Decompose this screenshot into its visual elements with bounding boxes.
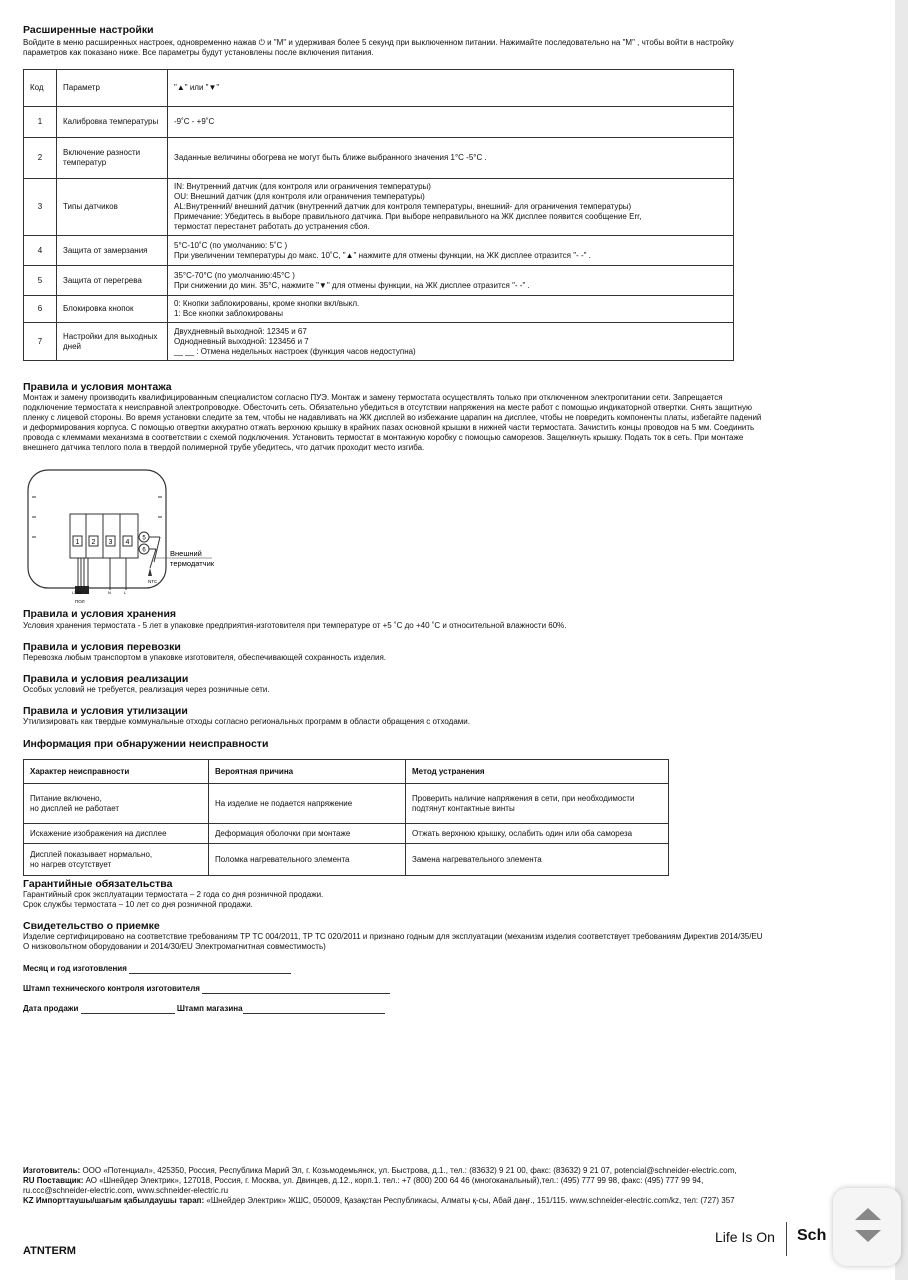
parameter-value: 5°C-10˚C (по умолчанию: 5˚C ) При увеличении температуры до макс. 10˚C, "▲" нажмите для отмены функции, на ЖК дисплее отразится "- -" . [168, 236, 734, 266]
acceptance-title: Свидетельство о приемке [23, 920, 160, 932]
parameter-name: Защита от замерзания [57, 236, 168, 266]
advanced-settings-text-2: параметров как показано ниже. Все параметры будут установлены после включения питания. [23, 48, 374, 57]
parameter-code: 7 [24, 323, 57, 361]
faults-title: Информация при обнаружении неисправности [23, 738, 269, 750]
acceptance-line-1: Изделие сертифицировано на соответствие требованиям ТР ТС 004/2011, ТР ТС 020/2011 и признано годным для эксплуатации (механизм изделия соответствует требованиям Директив 2014/35/EU [23, 932, 763, 941]
header-code: Код [24, 70, 57, 107]
thermostat-outline [28, 470, 166, 588]
bottom-label-l1n1: L1 N1 [72, 591, 82, 595]
fault-fix: Проверить наличие напряжения в сети, при необходимости подтянут контактные винты [406, 784, 669, 824]
sensor-label-line1: Внешний [170, 549, 202, 558]
field-manufactured: Месяц и год изготовления [23, 964, 291, 974]
fault-row [24, 824, 669, 844]
fault-row [24, 784, 669, 824]
parameter-row [24, 138, 734, 179]
sensor-label-line2: термодатчик [170, 559, 215, 568]
fault-nature: Искажение изображения на дисплее [24, 824, 209, 844]
mounting-line: Монтаж и замену производить квалифицированным специалистом согласно ПУЭ. Монтаж и замену термостата осуществлять только при отключенном электропитании сети. Запрещается [23, 393, 723, 402]
field-sale-date-line [81, 1004, 175, 1014]
bottom-label-l: L [124, 590, 127, 595]
schneider-logo: Sch [797, 1227, 827, 1244]
parameter-name: Защита от перегрева [57, 266, 168, 296]
parameter-name: Настройки для выходных дней [57, 323, 168, 361]
transport-text: Перевозка любым транспортом в упаковке изготовителя, обеспечивающей сохранность изделия. [23, 653, 387, 662]
parameter-code: 6 [24, 296, 57, 323]
parameter-value: 0: Кнопки заблокированы, кроме кнопки вкл/выкл. 1: Все кнопки заблокированы [168, 296, 734, 323]
parameter-code: 1 [24, 107, 57, 138]
transport-title: Правила и условия перевозки [23, 641, 181, 653]
parameter-name: Типы датчиков [57, 179, 168, 236]
storage-title: Правила и условия хранения [23, 608, 177, 620]
fault-row [24, 844, 669, 876]
footer-ru-contacts: ru.ccc@schneider-electric.com, www.schneider-electric.ru [23, 1186, 229, 1195]
fault-cause: На изделие не подается напряжение [209, 784, 406, 824]
faults-header-row [24, 760, 669, 784]
parameter-code: 3 [24, 179, 57, 236]
parameter-value: IN: Внутренний датчик (для контроля или ограничения температуры) OU: Внешний датчик (для контроля или ограничения температуры) AL:Внутренний/ внешний датчик (внутренний датчик для контроля температуры, внешний- для ограничения температуры) Примечание: Убедитесь в выборе правильного датчика. При выборе неправильного на ЖК дисплее появится сообщение Err, термостат перестанет работать до устранения сбоя. [168, 179, 734, 236]
mounting-line: подключение термостата к неисправной электропроводке. Обесточить сеть. Обязательно убедиться в отсутствии напряжения на месте работ с помощью индикаторной отвертки. Снять защитную [23, 403, 752, 412]
parameter-row [24, 179, 734, 236]
mounting-line: и деформирования корпуса. С помощью отвертки аккуратно отжать верхнюю крышку в крайних пазах основной крышки в нижней части термостата. Зачистить концы проводов на 5 мм. Соединить [23, 423, 755, 432]
parameter-name: Включение разности температур [57, 138, 168, 179]
advanced-settings-title: Расширенные настройки [23, 24, 154, 36]
disposal-title: Правила и условия утилизации [23, 705, 188, 717]
slogan: Life Is On [715, 1229, 775, 1245]
wiring-diagram [22, 462, 242, 612]
header-arrows: "▲" или "▼" [168, 70, 734, 107]
parameter-value: Заданные величины обогрева не могут быть ближе выбранного значения 1°C -5°C . [168, 138, 734, 179]
fault-cause: Деформация оболочки при монтаже [209, 824, 406, 844]
terminal-3: 3 [108, 539, 113, 546]
field-manufactured-line [129, 964, 291, 974]
warranty-line-2: Срок службы термостата – 10 лет со дня розничной продажи. [23, 900, 253, 909]
load-label: ПОЛ [75, 599, 85, 604]
warranty-line-1: Гарантийный срок эксплуатации термостата – 2 года со дня розничной продажи. [23, 890, 324, 899]
fault-nature: Питание включено, но дисплей не работает [24, 784, 209, 824]
parameter-code: 4 [24, 236, 57, 266]
faults-table [23, 759, 669, 876]
mounting-line: пленку с лицевой стороны. Во время установки следите за тем, чтобы не надавливать на ЖК дисплей во избежание царапин на дисплее, чтобы не повредить компоненты платы, избегайте падений [23, 413, 762, 422]
parameter-value: 35°C-70°C (по умолчанию:45°C ) При снижении до мин. 35°C, нажмите "▼" для отмены функции, на ЖК дисплее отразится "- -" . [168, 266, 734, 296]
terminal-2: 2 [91, 539, 96, 546]
fault-cause: Поломка нагревательного элемента [209, 844, 406, 876]
parameter-value: Двухдневный выходной: 12345 и 67 Однодневный выходной: 123456 и 7 __ __ : Отмена недельных настроек (функция часов недоступна) [168, 323, 734, 361]
fault-fix: Замена нагревательного элемента [406, 844, 669, 876]
parameter-code: 5 [24, 266, 57, 296]
field-sale-date: Дата продажи Штамп магазина [23, 1004, 385, 1014]
faults-header-cause: Вероятная причина [209, 760, 406, 784]
scrollbar[interactable] [895, 0, 908, 1280]
mounting-line: внешнего датчика теплого пола в твердой полимерной трубе убедитесь, что датчик проходит место изгиба. [23, 443, 425, 452]
parameter-value: -9˚C - +9˚C [168, 107, 734, 138]
parameter-row [24, 266, 734, 296]
faults-header-nature: Характер неисправности [24, 760, 209, 784]
faults-header-fix: Метод устранения [406, 760, 669, 784]
parameter-name: Блокировка кнопок [57, 296, 168, 323]
parameter-row [24, 296, 734, 323]
fault-nature: Дисплей показывает нормально, но нагрев отсутствует [24, 844, 209, 876]
fault-fix: Отжать верхнюю крышку, ослабить один или оба самореза [406, 824, 669, 844]
field-stamp-shop-line [243, 1004, 385, 1014]
logo-separator [786, 1222, 787, 1256]
parameter-name: Калибровка температуры [57, 107, 168, 138]
warranty-title: Гарантийные обязательства [23, 878, 173, 890]
field-stamp-control: Штамп технического контроля изготовителя [23, 984, 390, 994]
disposal-text: Утилизировать как твердые коммунальные отходы согласно региональных программ в области обращения с отходами. [23, 717, 470, 726]
scroll-down-icon[interactable] [855, 1230, 881, 1242]
brand-name: ATNTERM [23, 1245, 76, 1257]
sale-title: Правила и условия реализации [23, 673, 189, 685]
ntc-label: NTC [148, 579, 158, 584]
parameters-table [23, 69, 734, 361]
header-parameter: Параметр [57, 70, 168, 107]
parameter-row [24, 107, 734, 138]
acceptance-line-2: О низковольтном оборудовании и 2014/30/EU Электромагнитная совместимость) [23, 942, 326, 951]
terminal-4: 4 [125, 539, 130, 546]
footer-maker: Изготовитель: ООО «Потенциал», 425350, Россия, Республика Марий Эл, г. Козьмодемьянск, ул. Быстрова, д.1., тел.: (83632) 9 21 00, факс: (83632) 9 21 07, potencial@schneider-electric.com, [23, 1166, 737, 1175]
footer [23, 1166, 883, 1206]
mounting-title: Правила и условия монтажа [23, 381, 172, 393]
mounting-line: провода с клеммами механизма в соответствии с схемой подключения. Установить термостат в монтажную коробку с помощью саморезов. Защелкнуть крышку. Подать ток в сеть. При монтаже [23, 433, 744, 442]
parameter-row [24, 236, 734, 266]
parameter-row [24, 323, 734, 361]
scroll-up-icon[interactable] [855, 1208, 881, 1220]
parameters-header-row [24, 70, 734, 107]
footer-kz: KZ Импорттаушы/шағым қабылдаушы тарап: «Шнейдер Электрик» ЖШС, 050009, Қазақстан Республикасы, Алматы қ-сы, Абай даңғ., 151/115. www.schneider-electric.com/kz, тел: (727) 357 [23, 1196, 735, 1205]
advanced-settings-text-1: Войдите в меню расширенных настроек, одновременно нажав ⏻ и "М" и удерживая более 5 секунд при выключенном питании. Нажимайте последовательно на "М" , чтобы войти в настройку [23, 38, 734, 47]
sale-text: Особых условий не требуется, реализация через розничные сети. [23, 685, 270, 694]
terminal-6: 6 [142, 547, 146, 554]
parameter-code: 2 [24, 138, 57, 179]
terminal-5: 5 [142, 535, 146, 542]
bottom-label-n: N [108, 590, 111, 595]
storage-text: Условия хранения термостата - 5 лет в упаковке предприятия-изготовителя при температуре от +5 ˚C до +40 ˚C и относительной влажности 60%. [23, 621, 567, 630]
terminal-1: 1 [75, 539, 80, 546]
footer-ru: RU Поставщик: АО «Шнейдер Электрик», 127018, Россия, г. Москва, ул. Двинцев, д.12., корп.1. тел.: +7 (800) 200 64 46 (многоканальный),тел.: (495) 777 99 98, факс: (495) 777 99 94, [23, 1176, 704, 1185]
scroll-widget[interactable] [833, 1188, 901, 1266]
field-stamp-control-line [202, 984, 390, 994]
